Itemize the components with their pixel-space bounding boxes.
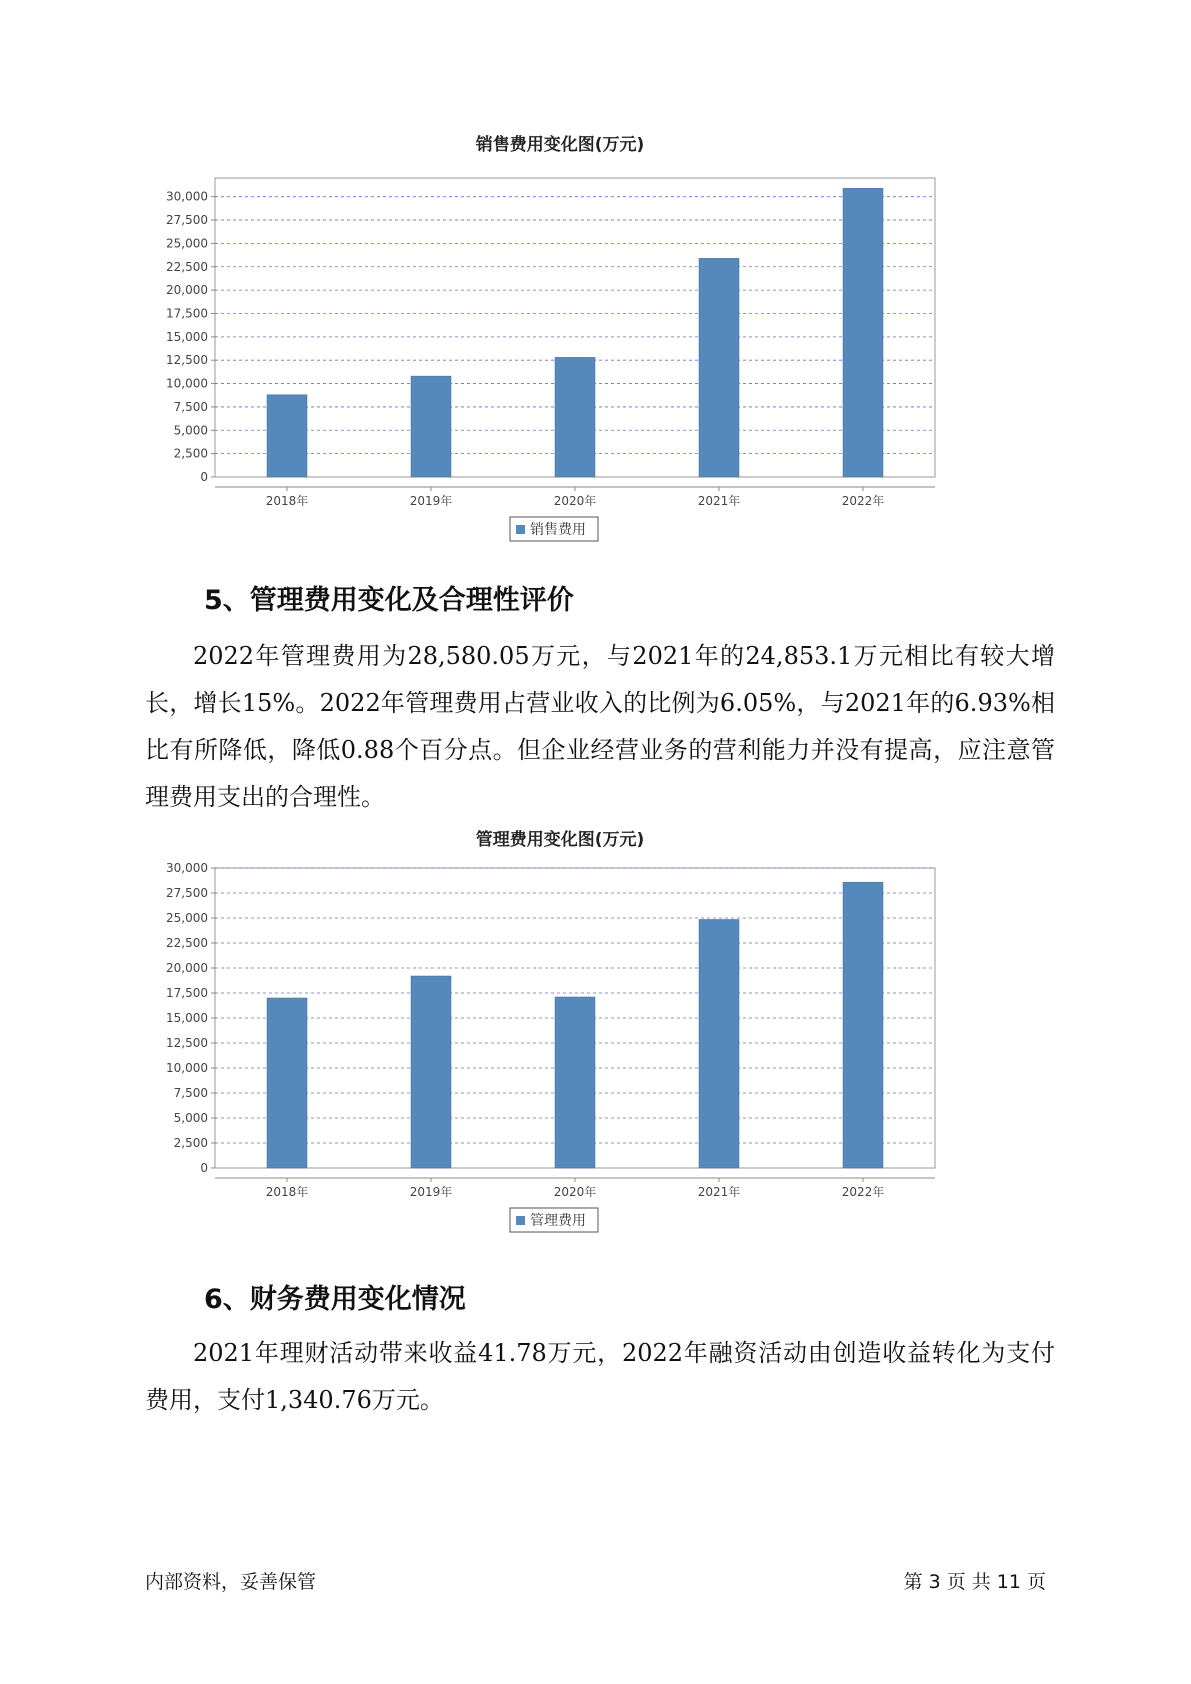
chart1-bar-2021年 [699,919,739,1168]
chart1-x-tick-label: 2018年 [265,1185,309,1199]
chart1-y-tick-label: 15,000 [166,1011,208,1025]
chart1-y-tick-label: 27,500 [166,886,208,900]
sales-expense-chart [160,130,1020,570]
chart0-y-tick-label: 30,000 [166,189,208,204]
chart1-y-tick-label: 7,500 [173,1086,208,1100]
chart0-y-tick-label: 5,000 [173,423,208,438]
chart0-x-tick-label: 2019年 [409,494,453,508]
chart1-x-tick-label: 2020年 [553,1185,597,1199]
chart1-bar-2019年 [411,976,451,1168]
chart1-x-tick-label: 2022年 [841,1185,885,1199]
chart1-title: 管理费用变化图(万元) [475,830,645,850]
chart1-bar-2022年 [843,882,883,1168]
chart1-y-tick-label: 0 [200,1161,208,1175]
chart0-x-tick-label: 2022年 [841,494,885,508]
chart0-bar-2021年 [699,258,739,477]
chart0-bar-2022年 [843,188,883,477]
chart0-bar-2018年 [267,395,307,477]
chart0-x-tick-label: 2018年 [265,494,309,508]
chart0-legend-swatch [516,525,525,534]
chart0-x-tick-label: 2021年 [697,494,741,508]
chart1-y-tick-label: 5,000 [173,1111,208,1125]
admin-expense-chart [160,825,1020,1265]
admin-expense-chart-svg [160,825,1020,1265]
chart0-y-tick-label: 15,000 [166,329,208,344]
section6-heading: 6、财务费用变化情况 [204,1284,466,1315]
chart1-legend-label: 管理费用 [530,1213,586,1229]
footer-page-number: 第 3 页 共 11 页 [903,1571,1046,1593]
chart1-y-tick-label: 17,500 [166,986,208,1000]
chart1-legend-swatch [516,1216,525,1225]
chart0-y-tick-label: 25,000 [166,236,208,251]
chart1-y-tick-label: 2,500 [173,1136,208,1150]
chart0-y-tick-label: 2,500 [173,446,208,461]
chart1-y-tick-label: 30,000 [166,861,208,875]
chart0-y-tick-label: 20,000 [166,283,208,298]
section5-heading: 5、管理费用变化及合理性评价 [204,585,574,616]
chart1-bar-2020年 [555,997,595,1168]
footer-confidential-note: 内部资料，妥善保管 [145,1571,317,1593]
chart0-bar-2019年 [411,376,451,477]
chart1-y-tick-label: 10,000 [166,1061,208,1075]
chart0-y-tick-label: 7,500 [173,399,208,414]
chart0-x-tick-label: 2020年 [553,494,597,508]
chart1-y-tick-label: 22,500 [166,936,208,950]
chart0-y-tick-label: 17,500 [166,306,208,321]
chart1-bar-2018年 [267,998,307,1168]
chart1-y-tick-label: 20,000 [166,961,208,975]
chart0-y-tick-label: 12,500 [166,353,208,368]
chart0-title: 销售费用变化图(万元) [475,135,645,155]
chart1-y-tick-label: 12,500 [166,1036,208,1050]
section5-paragraph: 2022年管理费用为28,580.05万元，与2021年的24,853.1万元相比有较大增长，增长15%。2022年管理费用占营业收入的比例为6.05%，与2021年的6.93%相比有所降低，降低0.88个百分点。但企业经营业务的营利能力并没有提高，应注意管理费用支出的合理性。 [145,642,1055,811]
chart0-bar-2020年 [555,357,595,477]
chart0-legend-label: 销售费用 [530,522,586,538]
chart1-x-tick-label: 2019年 [409,1185,453,1199]
sales-expense-chart-svg [160,130,1020,570]
chart1-x-tick-label: 2021年 [697,1185,741,1199]
chart0-y-tick-label: 10,000 [166,376,208,391]
chart0-y-tick-label: 22,500 [166,259,208,274]
section6-paragraph: 2021年理财活动带来收益41.78万元，2022年融资活动由创造收益转化为支付费用，支付1,340.76万元。 [145,1339,1055,1414]
chart0-y-tick-label: 0 [200,470,208,484]
chart1-y-tick-label: 25,000 [166,911,208,925]
chart0-y-tick-label: 27,500 [166,213,208,228]
